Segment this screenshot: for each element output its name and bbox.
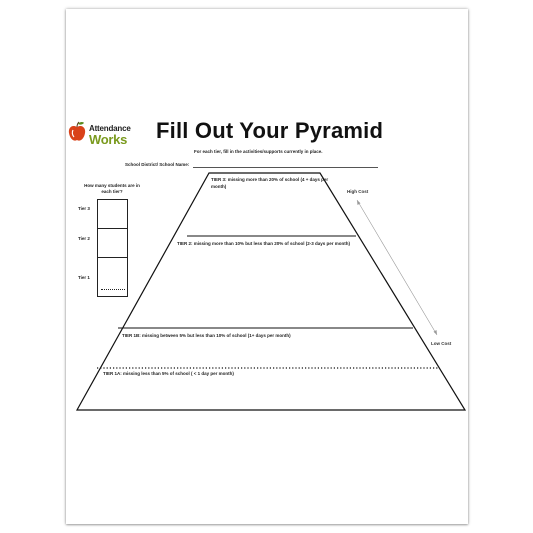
cost-arrow-head-low — [434, 330, 438, 335]
page-title: Fill Out Your Pyramid — [156, 118, 384, 143]
tier-3-description: TIER 3: missing more than 20% of school (4 + days per month) — [211, 177, 329, 189]
page-subtitle: For each tier, fill in the activities/supports currently in place. — [194, 149, 323, 154]
student-count-question: How many students are in each tier? — [84, 183, 140, 194]
low-cost-label: Low Cost — [431, 341, 452, 346]
tier-2-description: TIER 2: missing more than 10% but less than 20% of school (2-3 days per month) — [177, 241, 351, 246]
tier-2-count-label: Tier 2 — [78, 236, 90, 241]
logo-text-works: Works — [89, 132, 127, 147]
tier-1b-description: TIER 1B: missing between 5% but less than 10% of school (1+ days per month) — [122, 333, 291, 338]
tier-1-count-label: Tier 1 — [78, 275, 90, 280]
high-cost-label: High Cost — [347, 189, 369, 194]
logo-text-attendance: Attendance — [89, 124, 131, 133]
tier-1a-description: TIER 1A: missing less than 5% of school ( < 1 day per month) — [103, 371, 234, 376]
tier-3-count-label: Tier 3 — [78, 206, 90, 211]
cost-arrow-head-high — [357, 200, 361, 205]
school-name-label: School District/ School Name: — [125, 162, 190, 167]
